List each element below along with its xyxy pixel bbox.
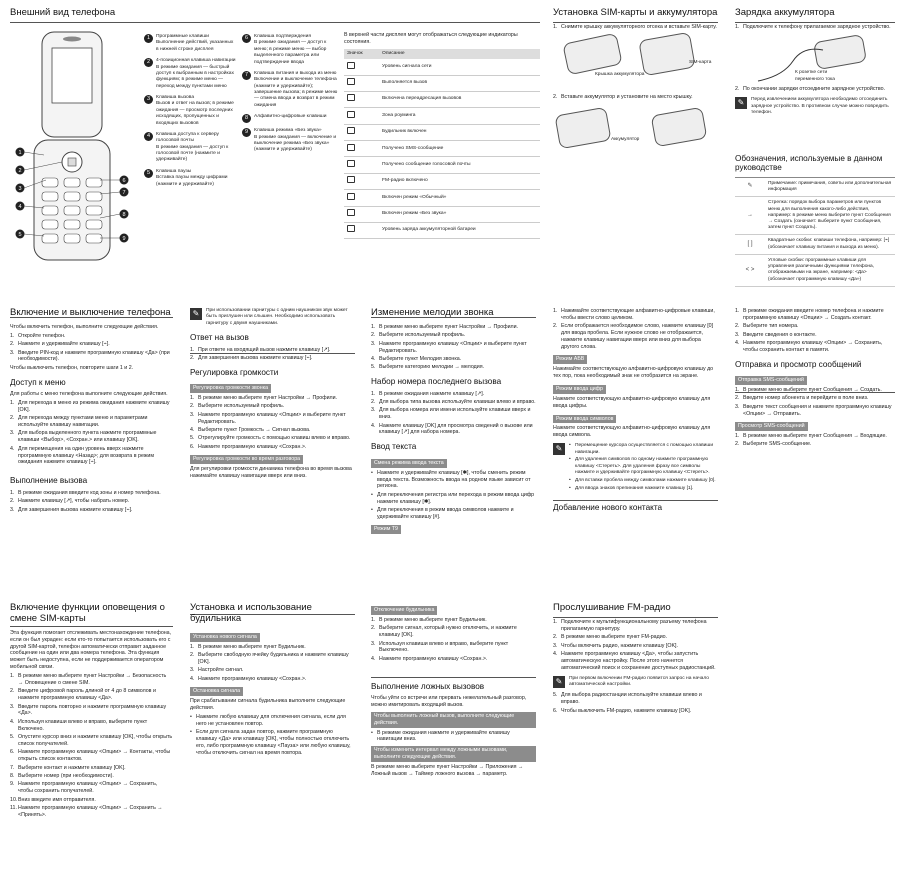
list-item: 2. Для перехода между пунктами меню и параметрами используйте клавишу навигации. (10, 415, 148, 429)
list-item: 10. Вниз введите имя отправителя. (10, 796, 96, 803)
list-item: 6. Чтобы выключить FM-радио, нажмите клавишу [OK]. (553, 707, 692, 714)
list-item: 3. Нажмите программную клавишу <Опции> и выберите пункт Редактировать. (190, 411, 346, 425)
section-title: Изменение мелодии звонка (371, 307, 494, 318)
battery-icon (347, 225, 355, 232)
paragraph: Нажмите соответствующую алфавитно-цифровую клавишу для ввода цифры. (553, 395, 711, 409)
table-row: ✎ Примечание: примечания, советы или дополнительная информация (735, 177, 895, 196)
list-item: 1. В режиме меню выберите пункт Будильник. (190, 643, 306, 650)
callout-label: 9 (122, 236, 126, 242)
section-title: Установка SIM-карты и аккумулятора (553, 7, 718, 18)
paragraph: В режиме меню выберите пункт Настройки → Приложения → Ложный вызов → Таймер ложного вызова → параметр. (371, 764, 524, 777)
alarm-section (190, 603, 355, 888)
symbols-section (735, 154, 895, 294)
table-row: Получено SMS-сообщение (344, 141, 540, 157)
list-item: 2. Выберите сигнал, который нужно отключить, и нажмите клавишу [OK]. (371, 625, 517, 639)
list-item: 6. Нажмите программную клавишу <Сохран.>. (190, 443, 307, 450)
subsection-band: Просмотр SMS-сообщений (735, 422, 808, 431)
list-item: 1. В режиме ожидания введите код зоны и номер телефона. (10, 489, 161, 496)
list-item: 2. Для завершения вызова нажмите клавишу [⌁]. (190, 354, 313, 361)
note-icon: ✎ (553, 443, 565, 455)
list-item: 3. Используя клавиши влево и вправо, выберите пункт Выключено. (371, 640, 509, 654)
list-item: 1. Снимите крышку аккумуляторного отсека и вставьте SIM-карту. (553, 23, 717, 30)
section-title: Установка и использование будильника (190, 602, 312, 624)
list-item: 2. Вставьте аккумулятор и установите на место крышку. (553, 94, 693, 101)
list-item: 2. Введите цифровой пароль длиной от 4 до 8 символов и нажмите программную клавишу <Да>. (10, 688, 156, 702)
paragraph: Нажмите соответствующую алфавитно-цифровую клавишу для ввода символа. (553, 425, 711, 439)
table-row: Включена переадресация вызовов (344, 91, 540, 107)
list-item: 5. Отрегулируйте громкость с помощью клавиш влево и вправо. (190, 435, 351, 442)
table-row: < > Угловые скобки: программные клавиши для управления различными функциями телефона, отображаемыми на экране, например: <Да> (обозначает программную клавишу «Да») (735, 254, 895, 286)
sms-icon (347, 144, 355, 151)
voicemail-icon (347, 160, 355, 167)
list-item: 4. Выберите пункт Мелодия звонка. (371, 355, 462, 362)
contacts-messages-section (735, 308, 895, 590)
subsection-band: Режим T9 (371, 525, 401, 534)
list-item: 3. Для выбора номера или имени используйте клавиши вверх и вниз. (371, 407, 531, 421)
list-item: 4. Используя клавиши влево и вправо, выберите пункт Включено. (10, 718, 148, 732)
list-item: 4. Нажмите программную клавишу <Сохран.>. (371, 655, 488, 662)
note-box: ✎ Перед извлечением аккумулятора необходимо отсоединить зарядное устройство. В противном случае можно повредить телефон. (735, 97, 895, 116)
callout-label: 5 (18, 232, 22, 238)
table-header: Описание (379, 49, 540, 59)
indicators-table (344, 49, 540, 240)
paragraph: Чтобы уйти со встречи или прервать нежелательный разговор, можно имитировать входящий вызов. (371, 695, 527, 708)
section-title: Доступ к меню (10, 377, 66, 387)
list-item: 2. Выберите тип номера. (735, 323, 799, 330)
table-row: Уровень сигнала сети (344, 59, 540, 75)
roaming-icon (347, 111, 355, 118)
list-item: 4. Выберите пункт Громкость → Сигнал вызова. (190, 427, 311, 434)
list-item: 1. Подключите к мультифункциональному разъему телефона прилагаемую гарнитуру. (553, 618, 707, 632)
list-item: 3. Настройте сигнал. (190, 667, 244, 674)
paragraph: Чтобы выключить телефон, повторите шаги 1 и 2. (10, 364, 134, 371)
list-item: 5. Для выбора радиостанции используйте клавиши влево и вправо. (553, 692, 702, 706)
table-row: → Стрелка: порядок выбора параметров или пунктов меню для выполнения какого-либо действия, например: в режиме меню выберите пункт Сообщения → Создать (означает: выберите пункт Сообщения, затем пункт Создать). (735, 197, 895, 235)
table-row: Включен режим «Обычный» (344, 190, 540, 206)
arrow-icon: → (735, 197, 765, 235)
callout-item: 4 Клавиша доступа к серверу голосовой почты В режиме ожидания — доступ к голосовой почте (нажмите и удерживайте) (144, 132, 236, 164)
angle-brackets-icon: < > (735, 254, 765, 286)
callout-item: 2 4-позиционная клавиша навигации В режиме ожидания — быстрый доступ к выбранным в настройках функциям; в режиме меню — переход между пунктами меню (144, 58, 236, 90)
list-item: 2. Введите номер абонента и перейдите в поле вниз. (735, 395, 869, 402)
list-item: 1. В режиме меню выберите пункт Настройки → Безопасность → Оповещение о смене SIM. (10, 673, 167, 686)
list-item: 1. В режиме меню выберите пункт Настройки → Профили. (371, 323, 519, 330)
section-title: Добавление нового контакта (553, 500, 718, 512)
signal-icon (347, 62, 355, 69)
list-item: 4. Нажмите программную клавишу <Да>, чтобы запустить автоматическую настройку. После этого начнется автоматический поиск и сохранение доступных радиостанций. (553, 650, 716, 671)
normal-profile-icon (347, 193, 355, 200)
paragraph: Нажимайте соответствующую алфавитно-цифровую клавишу до тех пор, пока необходимый знак не отобразится на экране. (553, 366, 714, 379)
section-title: Включение и выключение телефона (10, 307, 171, 318)
table-row: Уровень заряда аккумуляторной батареи (344, 222, 540, 238)
phone-illustration (10, 30, 135, 265)
list-item: 3. Для завершения вызова нажмите клавишу [⌁]. (10, 506, 133, 513)
subsection-band: Регулировка громкости звонка (190, 384, 271, 393)
list-item: 1. В режиме меню выберите пункт Будильник. (371, 616, 487, 623)
note-icon: ✎ (735, 177, 765, 196)
list-item: 3. Введите пароль повторно и нажмите программную клавишу <Да>. (10, 703, 167, 717)
section-title: Ответ на вызов (190, 333, 249, 343)
phone-overview-section (10, 8, 340, 298)
answer-volume-section (190, 308, 355, 590)
list-item: 3. Чтобы включить радио, нажмите клавишу [OK]. (553, 642, 678, 649)
list-item: 1. В режиме ожидания введите номер телефона и нажмите программную клавишу <Опции> → Создать контакт. (735, 308, 884, 321)
indicators-section (344, 32, 540, 233)
list-item: 1. При ответе на входящий вызов нажмите клавишу [↗]. (190, 346, 331, 353)
table-row: Зона роуминга (344, 108, 540, 124)
callout-item: 3 Клавиша вызова Вызов и ответ на вызов; в режиме ожидания — просмотр последних исходящих, пропущенных и входящих вызовов (144, 95, 236, 127)
power-menu-call-section (10, 308, 173, 590)
list-item: 2. Выберите используемый профиль. (371, 332, 466, 339)
sim-change-alert-section (10, 603, 173, 888)
label-battery: Аккумулятор (611, 136, 640, 142)
section-title: Прослушивание FM-радио (553, 602, 671, 613)
list-item: 4. Нажмите клавишу [OK] для просмотра сведений о вызове или клавишу [↗] для набора номера. (371, 422, 533, 436)
callout-label: 7 (122, 190, 126, 196)
note-icon: ✎ (553, 676, 565, 688)
fm-radio-section (553, 603, 718, 888)
paragraph: Для работы с меню телефона выполните следующие действия. (10, 391, 168, 398)
label-battery-cover: Крышка аккумулятора (595, 72, 645, 78)
list-item: 9. Нажмите программную клавишу <Опции> → Сохранить, чтобы сохранить получателей. (10, 781, 158, 795)
list-item: 1. Откройте телефон. (10, 332, 66, 339)
paragraph: Чтобы включить телефон, выполните следующие действия. (10, 323, 159, 330)
paragraph: При срабатывании сигнала будильника выполните следующие действия. (190, 697, 346, 711)
list-item: 6. Нажмите программную клавишу <Опции> → Контакты, чтобы открыть список контактов. (10, 749, 171, 763)
callout-item: 5 Клавиша паузы Вставка паузы между цифрами (нажмите и удерживайте) (144, 169, 236, 188)
brackets-icon: [ ] (735, 235, 765, 254)
list-item: 1. В режиме меню выберите пункт Сообщения → Создать. (735, 387, 882, 394)
section-title: Внешний вид телефона (10, 7, 116, 18)
list-item: 2. Выберите свободную ячейку будильника и нажмите клавишу [OK]. (190, 652, 349, 665)
subsection-band: Отправка SMS-сообщений (735, 376, 807, 385)
list-item: • В режиме ожидания нажмите и удерживайте клавишу навигации вниз. (377, 730, 536, 744)
list-item: 3. Введите PIN-код и нажмите программную клавишу <Да> (при необходимости). (10, 349, 170, 363)
list-item: 3. Введите сведения о контакте. (735, 331, 817, 338)
list-item: • Перемещение курсора осуществляется с помощью клавиши навигации. (575, 443, 718, 456)
silent-profile-icon (347, 209, 355, 216)
call-icon (347, 78, 355, 85)
label-ac-outlet: К розетке сети переменного тока (795, 70, 835, 82)
list-item: 1. В режиме меню выберите пункт Настройки → Профили. (190, 395, 338, 402)
text-input-modes-section (553, 308, 718, 590)
note-box: ✎ При использовании гарнитуры с одним наушником звук может быть приглушен или слышен. Необходимо использовать гарнитуру с двумя наушниками. (190, 308, 355, 327)
table-row: [ ] Квадратные скобки: клавиши телефона, например: [⌁] (обозначает клавишу питания и выхода из меню). (735, 235, 895, 254)
list-item: 4. Нажмите программную клавишу <Опции> → Сохранить, чтобы сохранить контакт в памяти. (735, 340, 883, 353)
list-item: 2. Нажмите клавишу [↗], чтобы набрать номер. (10, 498, 130, 505)
list-item: 4. Для перемещения на один уровень вверх нажмите программную клавишу <Назад>; для возврата в режим ожидания нажмите клавишу [⌁]. (10, 445, 154, 466)
charger-illustration (735, 32, 895, 86)
label-sim-card: SIM-карта (689, 60, 712, 66)
list-item: • Для ввода знаков препинания нажмите клавишу [1]. (575, 486, 718, 492)
sim-section (553, 8, 718, 208)
subsection-band: Режим АБВ (553, 355, 587, 364)
subsection-band: Регулировка громкости во время разговора (190, 455, 303, 464)
list-item: • Нажмите и удерживайте клавишу [✱], чтобы сменить режим ввода текста. Возможность ввода на родном языке зависит от региона. (377, 470, 536, 491)
list-item: 1. Подключите к телефону прилагаемое зарядное устройство. (735, 23, 891, 30)
callout-list-right (242, 34, 338, 159)
list-item: 1. Нажимайте соответствующие алфавитно-цифровые клавиши, чтобы ввести слово целиком. (553, 308, 715, 321)
list-item: 2. В режиме меню выберите пункт FM-радио. (553, 634, 668, 641)
forward-icon (347, 94, 355, 101)
list-item: 5. Опустите курсор вниз и нажмите клавишу [OK], чтобы открыть список получателей. (10, 734, 173, 747)
section-title: Обозначения, используемые в данном руководстве (735, 154, 883, 173)
section-title: Набор номера последнего вызова (371, 377, 502, 387)
section-title: Включение функции оповещения о смене SIM-карты (10, 602, 165, 624)
alarm-icon (347, 127, 355, 134)
subsection-band: Остановка сигнала (190, 687, 243, 696)
list-item: • Если для сигнала задан повтор, нажмите программную клавишу <Да> или клавишу [OK], чтобы полностью отключить его, либо программную клавишу <Пауза> или любую клавишу, чтобы отключить сигнал на время повтора. (196, 729, 355, 757)
list-item: • Для переключения регистра или перехода в режим ввода цифр нажмите клавишу [✱]. (377, 492, 536, 506)
radio-icon (347, 176, 355, 183)
section-title: Зарядка аккумулятора (735, 7, 835, 18)
list-item: 2. Выберите используемый профиль. (190, 403, 285, 410)
subsection-band: Режим ввода цифр (553, 385, 606, 394)
callout-label: 3 (18, 186, 22, 192)
table-header: Значок (344, 49, 379, 59)
callout-item: 6 Клавиша подтверждения В режиме ожидания — доступ к меню; в режиме меню — выбор выделенного параметра или подтверждение ввода (242, 34, 338, 66)
subsection-band: Установка нового сигнала (190, 633, 260, 642)
list-item: 11. Нажмите программную клавишу <Опции> → Сохранить → <Принять>. (10, 804, 163, 818)
list-item: • Нажмите любую клавишу для отключения сигнала, если для него не установлен повтор. (196, 714, 355, 728)
table-row: Включен режим «Без звука» (344, 206, 540, 222)
callout-item: 9 Клавиша режима «Без звука» В режиме ожидания — включение и выключение режима «Без звука» (нажмите и удерживайте) (242, 128, 338, 154)
list-item: 2. Выберите SMS-сообщение. (735, 441, 812, 448)
list-item: 4. Нажмите программную клавишу <Сохран.>. (190, 675, 307, 682)
callout-label: 6 (122, 178, 126, 184)
paragraph: Для регулировки громкости динамика телефона во время вызова нажимайте клавишу навигации вверх или вниз. (190, 466, 352, 479)
list-item: • Для удаления символов по одному нажмите программную клавишу <Стереть>. Для удаления фразу все символы нажмите и удерживайте программную клавишу <Стереть>. (575, 457, 718, 476)
note-icon: ✎ (190, 308, 202, 320)
table-row: Получено сообщение голосовой почты (344, 157, 540, 173)
list-item: 3. Для выбора выделенного пункта нажмите программные клавиши <Выбор>, <Сохран.> или клавишу [OK]. (10, 430, 157, 444)
sim-illustration (553, 32, 718, 94)
callout-label: 4 (18, 204, 22, 210)
ringtone-redial-text-section (371, 308, 536, 590)
list-item: • Для вставки пробела между символами нажмите клавишу [0]. (575, 478, 718, 484)
subsection-band: Чтобы выполнить ложный вызов, выполните следующие действия. (371, 712, 536, 728)
battery-illustration (553, 103, 718, 163)
section-title: Регулировка громкости (190, 367, 279, 377)
table-row: FM-радио включено (344, 173, 540, 189)
section-title: Выполнение вызова (10, 476, 88, 486)
list-item: 3. Нажмите программную клавишу <Опции> и выберите пункт Редактировать. (371, 340, 527, 354)
list-item: 1. Для перехода в меню из режима ожидания нажмите клавишу [OK]. (10, 399, 170, 413)
callout-item: 1 Программные клавиши Выполнение действий, указанных в нижней строке дисплея (144, 34, 236, 53)
list-item: 5. Выберите категорию мелодии → мелодия. (371, 364, 485, 371)
list-item: 2. Если отображается необходимое слово, нажмите клавишу [0] для ввода пробела. Если нужное слово не отображается, нажмите клавишу навигации вверх или вниз для выбора другого слова. (553, 323, 714, 350)
subsection-band: Отключение будильника (371, 606, 437, 615)
table-row: Будильник включен (344, 124, 540, 140)
list-item: 2. Нажмите и удерживайте клавишу [⌁]. (10, 341, 110, 348)
note-box: ✎ При первом включении FM-радио появится запрос на начало автоматической настройки. (553, 676, 718, 689)
list-item: 3. Введите текст сообщения и нажмите программную клавишу <Опции> → Отправить. (735, 403, 892, 417)
subsection-band: Режим ввода символов (553, 415, 616, 424)
note-icon: ✎ (735, 97, 747, 109)
callout-label: 1 (18, 150, 22, 156)
fake-call-section (371, 603, 536, 888)
list-item: 7. Выберите контакт и нажмите клавишу [OK]. (10, 764, 126, 771)
list-item: 1. В режиме меню выберите пункт Сообщения → Входящие. (735, 432, 887, 439)
callout-item: 8 Алфавитно-цифровые клавиши (242, 114, 338, 123)
callout-list-left (144, 34, 236, 193)
section-title: Ввод текста (371, 442, 417, 452)
section-title: Отправка и просмотр сообщений (735, 359, 862, 369)
paragraph: Эта функция помогает отслеживать местонахождение телефона, если он был украден: если кто-то попытается использовать его с другой SIM-картой, телефон автоматически отправит заданное сообщение на один или два номера телефона. Эта функция может быть недоступна, если не поддерживается оператором мобильной связи. (10, 629, 172, 671)
subsection-band: Смена режима ввода текста (371, 459, 447, 468)
indicators-intro: В верхней части дисплея могут отображаться следующие индикаторы состояния. (344, 32, 518, 45)
callout-label: 8 (122, 212, 126, 218)
list-item: 8. Выберите номер (при необходимости). (10, 772, 114, 779)
charging-section (735, 8, 895, 148)
list-item: 2. По окончании зарядки отсоедините зарядное устройство. (735, 86, 886, 93)
list-item: 2. Для выбора типа вызова используйте клавиши влево и вправо. (371, 398, 536, 405)
callout-label: 2 (18, 168, 22, 174)
section-title: Выполнение ложных вызовов (371, 677, 536, 691)
list-item: • Для переключения в режим ввода символов нажмите и удерживайте клавишу [#]. (377, 507, 536, 521)
table-row: Выполняется вызов (344, 75, 540, 91)
callout-item: 7 Клавиша питания и выхода из меню Включение и выключение телефона (нажмите и удерживайте); завершение вызова; в режиме меню — отмена ввода и возврат в режим ожидания (242, 71, 338, 109)
note-box (553, 443, 718, 494)
list-item: 1. В режиме ожидания нажмите клавишу [↗]. (371, 390, 485, 397)
subsection-band: Чтобы изменить интервал между ложными вызовами, выполните следующие действия. (371, 746, 536, 762)
